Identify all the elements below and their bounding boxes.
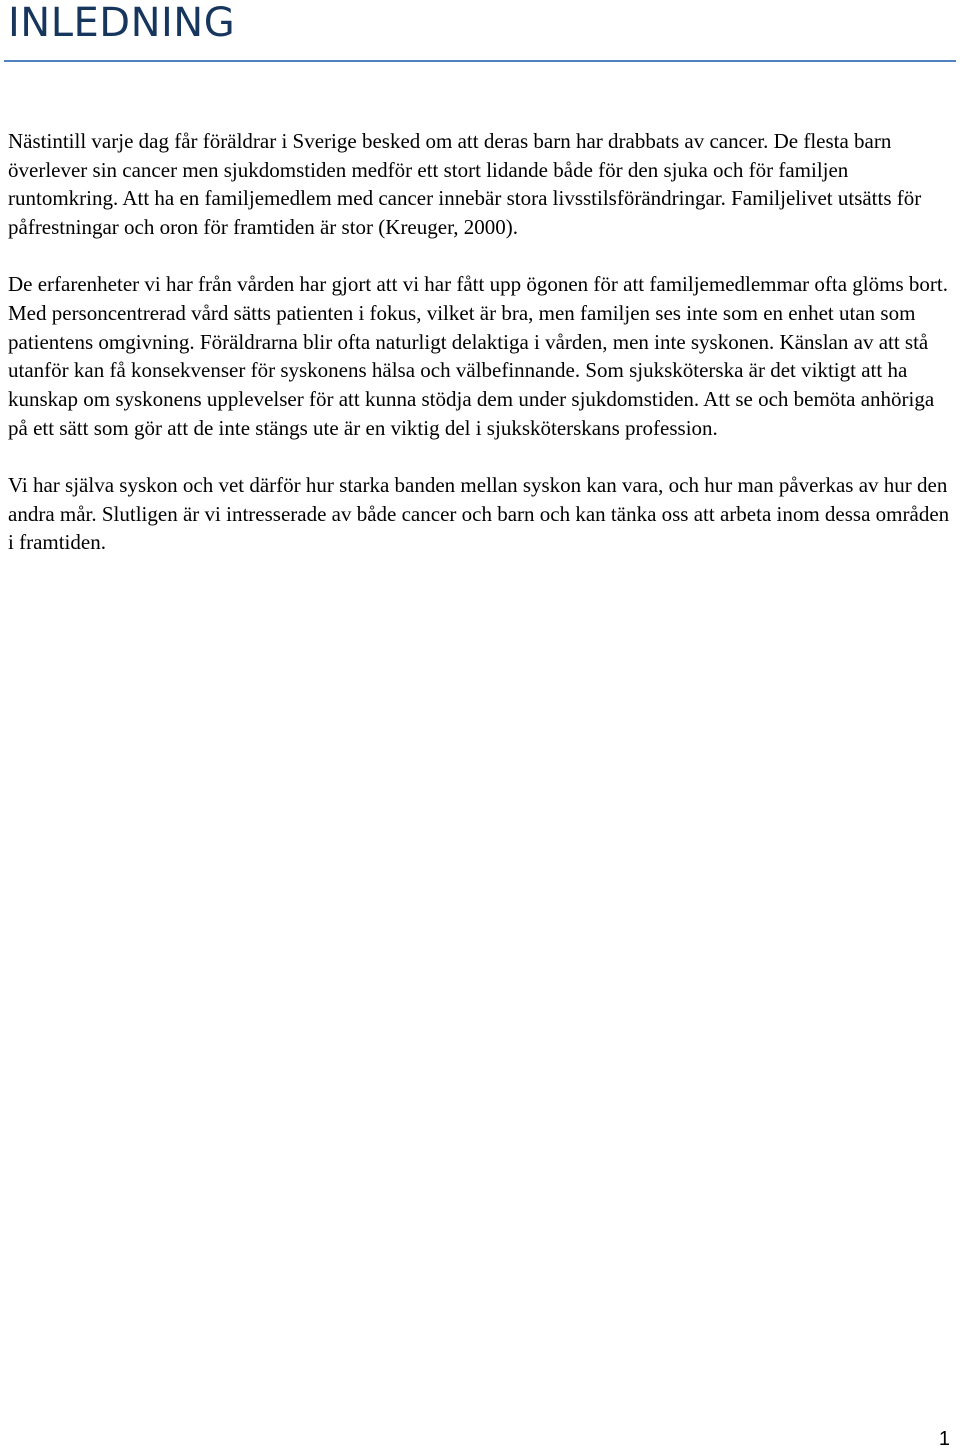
paragraph-intro: Nästintill varje dag får föräldrar i Sverige besked om att deras barn har drabbats av cancer. De flesta barn överlever sin cancer men sjukdomstiden medför ett stort lidande både för den sjuka och för familjen runtomkring. Att ha en familjemedlem med cancer innebär stora livsstilsförändringar. Familjelivet utsätts för påfrestningar och oron för framtiden är stor (Kreuger, 2000). (8, 129, 922, 240)
heading-underline (4, 60, 956, 62)
paragraph-motivation: Vi har själva syskon och vet därför hur starka banden mellan syskon kan vara, och hur man påverkas av hur den andra mår. Slutligen är vi intresserade av både cancer och barn och kan tänka oss att arbeta inom dessa områden i framtiden. (8, 473, 950, 555)
page-number: 1 (938, 1428, 950, 1450)
document-body (8, 127, 954, 586)
page-heading: INLEDNING (8, 0, 236, 46)
paragraph-experience: De erfarenheter vi har från vården har gjort att vi har fått upp ögonen för att familjemedlemmar ofta glöms bort. Med personcentrerad vård sätts patienten i fokus, vilket är bra, men familjen ses inte som en enhet utan som patientens omgivning. Föräldrarna blir ofta naturligt delaktiga i vården, men inte syskonen. Känslan av att stå utanför kan få konsekvenser för syskonens hälsa och välbefinnande. Som sjuksköterska är det viktigt att ha kunskap om syskonens upplevelser för att kunna stödja dem under sjukdomstiden. Att se och bemöta anhöriga på ett sätt som gör att de inte stängs ute är en viktig del i sjuksköterskans profession. (8, 272, 948, 440)
